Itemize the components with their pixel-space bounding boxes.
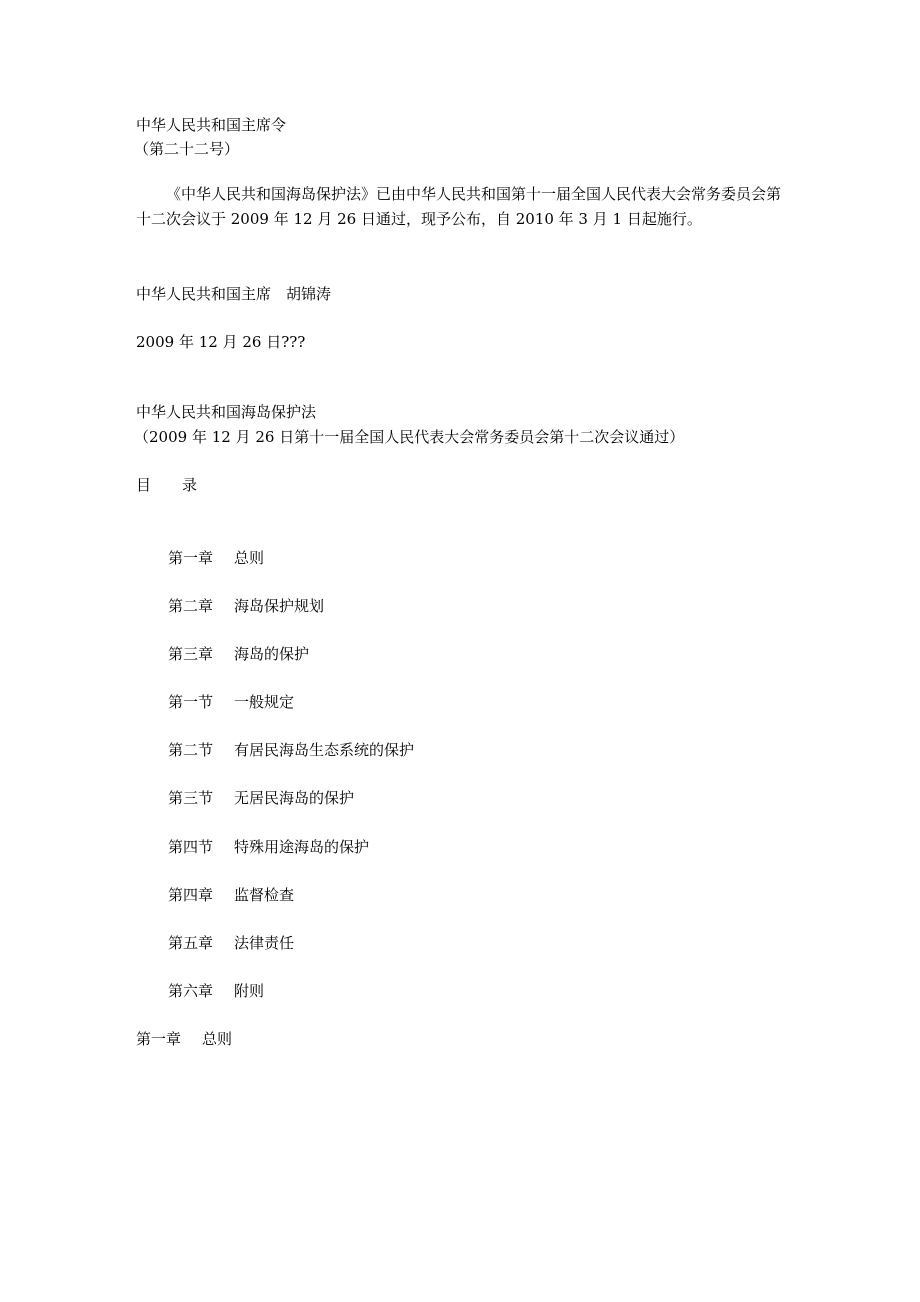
toc-title-part-1: 目 — [136, 476, 152, 494]
law-title: 中华人民共和国海岛保护法 — [136, 403, 317, 421]
order-signatory: 中华人民共和国主席 胡锦涛 — [136, 285, 332, 303]
order-date: 2009 年 12 月 26 日??? — [136, 333, 306, 351]
law-adopted-note: （2009 年 12 月 26 日第十一届全国人民代表大会常务委员会第十二次会议通过） — [134, 428, 685, 446]
toc-item-number: 第二节 — [168, 741, 214, 759]
chapter-number: 第一章 — [136, 1030, 182, 1048]
toc-item — [168, 837, 369, 857]
toc-item — [168, 981, 264, 1001]
order-number: （第二十二号） — [134, 140, 240, 158]
toc-item-title: 监督检查 — [234, 886, 295, 904]
toc-title-part-2: 录 — [182, 476, 198, 494]
toc-item-number: 第一节 — [168, 693, 214, 711]
toc-item-title: 海岛保护规划 — [234, 597, 325, 615]
toc-item-number: 第四章 — [168, 886, 214, 904]
toc-item — [168, 788, 354, 808]
toc-item-title: 特殊用途海岛的保护 — [234, 838, 370, 856]
toc-item-title: 法律责任 — [234, 934, 295, 952]
toc-item — [168, 692, 294, 712]
order-title: 中华人民共和国主席令 — [136, 116, 287, 134]
toc-item-title: 有居民海岛生态系统的保护 — [234, 741, 415, 759]
toc-item-number: 第三节 — [168, 789, 214, 807]
toc-item-number: 第三章 — [168, 645, 214, 663]
toc-item-number: 第一章 — [168, 549, 214, 567]
toc-item-number: 第六章 — [168, 982, 214, 1000]
chapter-title: 总则 — [202, 1030, 233, 1048]
chapter-heading — [136, 1029, 232, 1049]
toc-item-title: 无居民海岛的保护 — [234, 789, 355, 807]
toc-title — [136, 475, 197, 495]
toc-item-title: 附则 — [234, 982, 265, 1000]
toc-item — [168, 644, 309, 664]
toc-item — [168, 596, 324, 616]
toc-item-title: 海岛的保护 — [234, 645, 310, 663]
toc-item — [168, 740, 414, 760]
order-body: 《中华人民共和国海岛保护法》已由中华人民共和国第十一届全国人民代表大会常务委员会第十二次会议于 2009 年 12 月 26 日通过，现予公布，自 2010 年 3 月 1 日起施行。 — [136, 185, 782, 228]
toc-item-title: 一般规定 — [234, 693, 295, 711]
toc-item — [168, 548, 264, 568]
toc-item-number: 第四节 — [168, 838, 214, 856]
toc-item — [168, 933, 294, 953]
toc-item-number: 第二章 — [168, 597, 214, 615]
toc-item-number: 第五章 — [168, 934, 214, 952]
toc-item — [168, 885, 294, 905]
toc-item-title: 总则 — [234, 549, 265, 567]
